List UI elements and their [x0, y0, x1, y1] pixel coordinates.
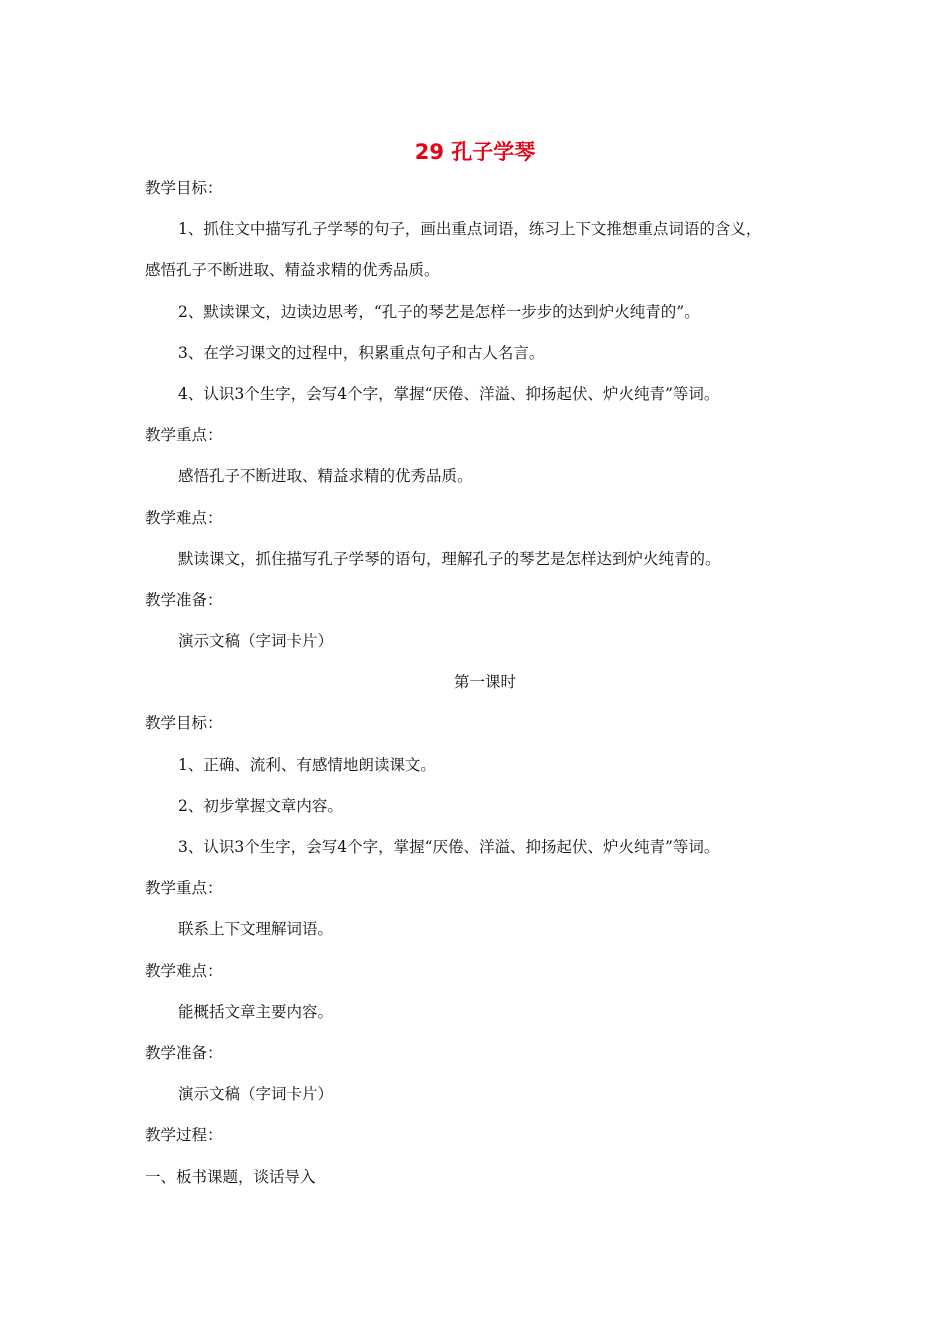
key-points-text: 感悟孔子不断进取、精益求精的优秀品质。 [178, 467, 473, 486]
objective-4: 4、认识3个生字，会写4个字，掌握“厌倦、洋溢、抑扬起伏、炉火纯青”等词。 [178, 384, 720, 403]
period-key-points-heading: 教学重点： [145, 879, 223, 898]
objective-1-line-2: 感悟孔子不断进取、精益求精的优秀品质。 [145, 261, 440, 280]
period-difficulties-heading: 教学难点： [145, 961, 223, 980]
period-objectives-heading: 教学目标： [145, 714, 223, 733]
period-difficulties-text: 能概括文章主要内容。 [178, 1002, 334, 1021]
document-body [145, 174, 825, 1204]
document-title: 29 孔子学琴 [414, 140, 536, 164]
lesson-period-heading: 第一课时 [453, 673, 516, 692]
period-objective-1: 1、正确、流利、有感情地朗读课文。 [178, 755, 436, 774]
section-heading-difficulties: 教学难点： [145, 508, 223, 527]
teaching-process-heading: 教学过程： [145, 1126, 223, 1145]
objective-2: 2、默读课文，边读边思考，“孔子的琴艺是怎样一步步的达到炉火纯青的”。 [178, 302, 700, 321]
process-step-1: 一、板书课题，谈话导入 [145, 1167, 316, 1186]
period-objective-3: 3、认识3个生字，会写4个字，掌握“厌倦、洋溢、抑扬起伏、炉火纯青”等词。 [178, 838, 720, 856]
section-heading-preparation: 教学准备： [145, 590, 223, 609]
section-heading-objectives: 教学目标： [145, 179, 223, 197]
preparation-text: 演示文稿（字词卡片） [178, 632, 334, 651]
period-objective-2: 2、初步掌握文章内容。 [178, 796, 343, 815]
objective-3: 3、在学习课文的过程中，积累重点句子和古人名言。 [178, 343, 545, 362]
objective-1-line-1: 1、抓住文中描写孔子学琴的句子，画出重点词语，练习上下文推想重点词语的含义， [178, 220, 762, 239]
difficulties-text: 默读课文，抓住描写孔子学琴的语句，理解孔子的琴艺是怎样达到炉火纯青的。 [178, 549, 721, 568]
period-preparation-heading: 教学准备： [145, 1043, 223, 1062]
period-preparation-text: 演示文稿（字词卡片） [178, 1085, 334, 1104]
section-heading-key-points: 教学重点： [145, 426, 223, 445]
period-key-points-text: 联系上下文理解词语。 [178, 920, 334, 939]
